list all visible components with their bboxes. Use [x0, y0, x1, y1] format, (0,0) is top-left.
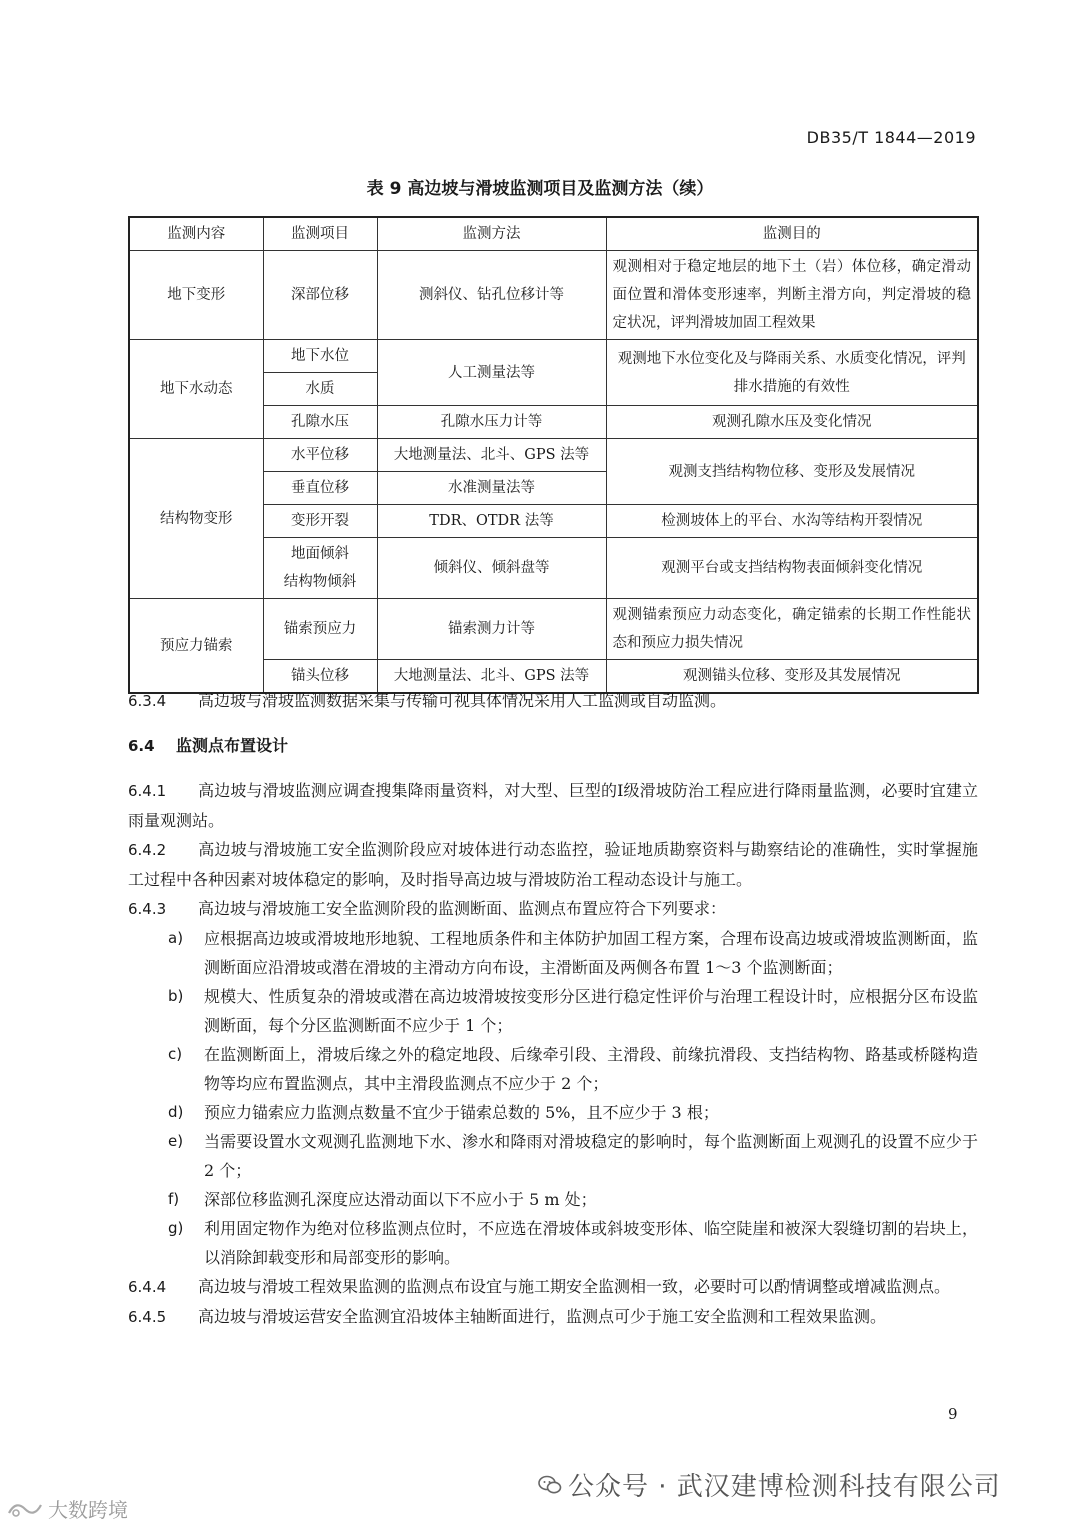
list-text: 预应力锚索应力监测点数量不宜少于锚索总数的 5%，且不应少于 3 根；: [204, 1103, 719, 1122]
cell-content: 地下变形: [129, 251, 263, 340]
list-text: 在监测断面上，滑坡后缘之外的稳定地段、后缘牵引段、主滑段、前缘抗滑段、支挡结构物、路基或桥隧构造物等均应布置监测点，其中主滑段监测点不应少于 2 个；: [204, 1045, 978, 1093]
cell-item: 锚索预应力: [263, 599, 377, 660]
clause-6-4-4: [128, 1272, 978, 1302]
table-row: [129, 599, 978, 660]
clause-6-4-5: [128, 1302, 978, 1332]
cell-purpose: 检测坡体上的平台、水沟等结构开裂情况: [606, 505, 978, 538]
cell-item: 垂直位移: [263, 472, 377, 505]
section-number: 6.4: [128, 737, 155, 755]
cell-method: 大地测量法、北斗、GPS 法等: [377, 660, 606, 694]
clause-text: 高边坡与滑坡监测应调查搜集降雨量资料，对大型、巨型的Ⅰ级滑坡防治工程应进行降雨量监测，必要时宜建立雨量观测站。: [128, 781, 978, 830]
cell-item: 锚头位移: [263, 660, 377, 694]
cell-content: 结构物变形: [129, 439, 263, 599]
cell-method: 水准测量法等: [377, 472, 606, 505]
clause-text: 高边坡与滑坡监测数据采集与传输可视具体情况采用人工监测或自动监测。: [198, 691, 727, 710]
page-number: 9: [948, 1405, 958, 1423]
cell-item: 水平位移: [263, 439, 377, 472]
clause-text: 高边坡与滑坡工程效果监测的监测点布设宜与施工期安全监测相一致，必要时可以酌情调整或增减监测点。: [198, 1277, 951, 1296]
header-cell: 监测目的: [606, 217, 978, 251]
cell-content: 地下水动态: [129, 340, 263, 439]
cell-content: 预应力锚索: [129, 599, 263, 694]
table-row: [129, 340, 978, 373]
section-title: 监测点布置设计: [176, 736, 289, 755]
clause-6-4-1: [128, 776, 978, 835]
monitoring-table: [128, 216, 979, 694]
list-label: d): [168, 1103, 184, 1121]
clause-number: 6.4.4: [128, 1278, 167, 1296]
clause-number: 6.4.1: [128, 782, 167, 800]
list-item: [128, 1185, 978, 1214]
cell-method: 倾斜仪、倾斜盘等: [377, 538, 606, 599]
corner-logo: [6, 1494, 128, 1523]
cell-item: 深部位移: [263, 251, 377, 340]
cell-purpose: 观测孔隙水压及变化情况: [606, 406, 978, 439]
clause-number: 6.3.4: [128, 692, 167, 710]
cell-purpose: 观测平台或支挡结构物表面倾斜变化情况: [606, 538, 978, 599]
table-title: 表 9 高边坡与滑坡监测项目及监测方法（续）: [366, 179, 714, 199]
header-cell: 监测内容: [129, 217, 263, 251]
list-item: [128, 1040, 978, 1098]
cell-method: 大地测量法、北斗、GPS 法等: [377, 439, 606, 472]
clause-6-3-4: [128, 686, 978, 716]
clause-6-4-3: [128, 894, 978, 924]
clause-text: 高边坡与滑坡施工安全监测阶段应对坡体进行动态监控，验证地质勘察资料与勘察结论的准确性，实时掌握施工过程中各种因素对坡体稳定的影响，及时指导高边坡与滑坡防治工程动态设计与施工。: [128, 840, 978, 889]
cell-purpose: 观测锚头位移、变形及其发展情况: [606, 660, 978, 694]
cell-item: [263, 538, 377, 599]
list-item: [128, 1098, 978, 1127]
clause-number: 6.4.5: [128, 1308, 167, 1326]
list-item: [128, 982, 978, 1040]
cell-item: 变形开裂: [263, 505, 377, 538]
clause-6-4-2: [128, 835, 978, 894]
list-label: a): [168, 929, 184, 947]
standard-code: DB35/T 1844—2019: [806, 128, 976, 147]
cell-purpose: 观测锚索预应力动态变化，确定锚索的长期工作性能状态和预应力损失情况: [606, 599, 978, 660]
cell-method: 测斜仪、钻孔位移计等: [377, 251, 606, 340]
section-heading-6-4: [128, 731, 978, 761]
cell-purpose: 观测地下水位变化及与降雨关系、水质变化情况，评判排水措施的有效性: [606, 340, 978, 406]
list-text: 利用固定物作为绝对位移监测点位时，不应选在滑坡体或斜坡变形体、临空陡崖和被深大裂缝切割的岩块上，以消除卸载变形和局部变形的影响。: [204, 1219, 978, 1267]
cell-purpose: 观测支挡结构物位移、变形及发展情况: [606, 439, 978, 505]
header-cell: 监测项目: [263, 217, 377, 251]
body-text: [128, 686, 978, 1332]
list-label: b): [168, 987, 184, 1005]
clause-text: 高边坡与滑坡运营安全监测宜沿坡体主轴断面进行，监测点可少于施工安全监测和工程效果监测。: [198, 1307, 887, 1326]
logo-icon: [6, 1498, 44, 1520]
list-label: e): [168, 1132, 184, 1150]
list-text: 应根据高边坡或滑坡地形地貌、工程地质条件和主体防护加固工程方案，合理布设高边坡或滑坡监测断面，监测断面应沿滑坡或潜在滑坡的主滑动方向布设，主滑断面及两侧各布置 1～3 个监测断面；: [204, 929, 978, 977]
wechat-watermark: [538, 1466, 1001, 1503]
table-row: [129, 251, 978, 340]
cell-item: 水质: [263, 373, 377, 406]
list-text: 深部位移监测孔深度应达滑动面以下不应小于 5 m 处；: [204, 1190, 597, 1209]
table-header-row: [129, 217, 978, 251]
list-label: c): [168, 1045, 183, 1063]
list-label: f): [168, 1190, 180, 1208]
cell-method: 锚索测力计等: [377, 599, 606, 660]
header-cell: 监测方法: [377, 217, 606, 251]
list-item: [128, 1214, 978, 1272]
wechat-icon: [538, 1475, 562, 1495]
cell-method: TDR、OTDR 法等: [377, 505, 606, 538]
list-text: 规模大、性质复杂的滑坡或潜在高边坡滑坡按变形分区进行稳定性评价与治理工程设计时，应根据分区布设监测断面，每个分区监测断面不应少于 1 个；: [204, 987, 978, 1035]
cell-method: 孔隙水压力计等: [377, 406, 606, 439]
wechat-account-text: 公众号 · 武汉建博检测科技有限公司: [568, 1472, 1001, 1502]
clause-number: 6.4.3: [128, 900, 167, 918]
list-item: [128, 924, 978, 982]
list-text: 当需要设置水文观测孔监测地下水、渗水和降雨对滑坡稳定的影响时，每个监测断面上观测孔的设置不应少于 2 个；: [204, 1132, 978, 1180]
clause-number: 6.4.2: [128, 841, 167, 859]
cell-item-line: 地面倾斜: [291, 546, 349, 562]
list-label: g): [168, 1219, 184, 1237]
logo-text: 大数跨境: [48, 1498, 128, 1522]
cell-item: 孔隙水压: [263, 406, 377, 439]
table-row: [129, 439, 978, 472]
cell-item: 地下水位: [263, 340, 377, 373]
cell-item-line: 结构物倾斜: [283, 574, 357, 590]
cell-purpose: 观测相对于稳定地层的地下土（岩）体位移，确定滑动面位置和滑体变形速率，判断主滑方向，判定滑坡的稳定状况，评判滑坡加固工程效果: [606, 251, 978, 340]
list-item: [128, 1127, 978, 1185]
cell-method: 人工测量法等: [377, 340, 606, 406]
clause-text: 高边坡与滑坡施工安全监测阶段的监测断面、监测点布置应符合下列要求：: [198, 899, 727, 918]
